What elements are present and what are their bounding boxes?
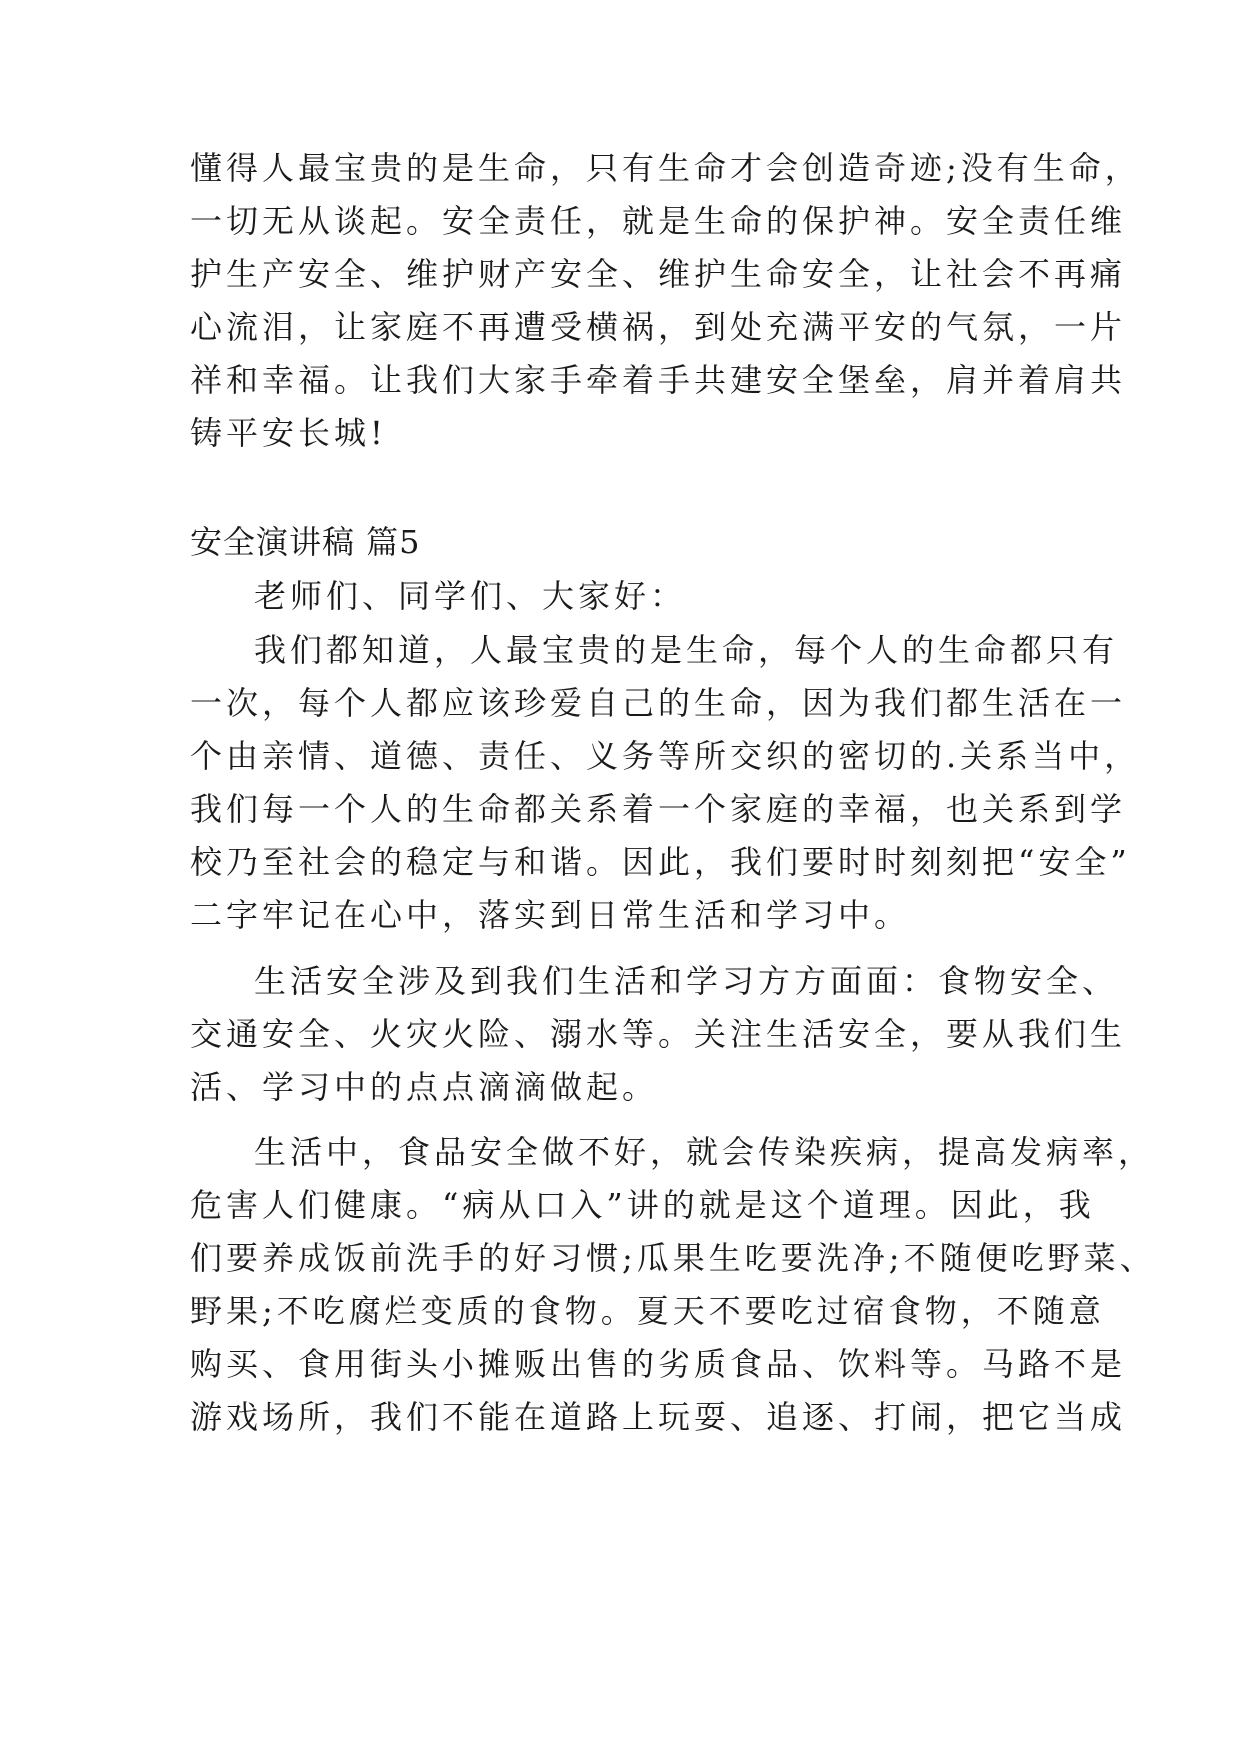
text-line: 购买、食用街头小摊贩出售的劣质食品、饮料等。马路不是 xyxy=(190,1345,1127,1383)
text-line: 铸平安长城! xyxy=(190,414,387,452)
section-title: 安全演讲稿 篇5 xyxy=(190,523,421,561)
text-line: 懂得人最宝贵的是生命，只有生命才会创造奇迹;没有生命， xyxy=(190,149,1141,187)
text-line: 一次，每个人都应该珍爱自己的生命，因为我们都生活在一 xyxy=(190,684,1127,722)
text-line: 们要养成饭前洗手的好习惯;瓜果生吃要洗净;不随便吃野菜、 xyxy=(190,1239,1156,1277)
text-line: 生活中，食品安全做不好，就会传染疾病，提高发病率， xyxy=(254,1133,1155,1171)
text-line: 我们都知道，人最宝贵的是生命，每个人的生命都只有 xyxy=(254,631,1119,669)
text-line: 生活安全涉及到我们生活和学习方方面面：食物安全、 xyxy=(254,962,1119,1000)
text-line: 游戏场所，我们不能在道路上玩耍、追逐、打闹，把它当成 xyxy=(190,1398,1127,1436)
text-line: 野果;不吃腐烂变质的食物。夏天不要吃过宿食物，不随意 xyxy=(190,1292,1105,1330)
text-line: 一切无从谈起。安全责任，就是生命的保护神。安全责任维 xyxy=(190,202,1127,240)
text-line: 心流泪，让家庭不再遭受横祸，到处充满平安的气氛，一片 xyxy=(190,308,1127,346)
text-line: 个由亲情、道德、责任、义务等所交织的密切的.关系当中， xyxy=(190,737,1141,775)
text-line: 护生产安全、维护财产安全、维护生命安全，让社会不再痛 xyxy=(190,255,1127,293)
text-line: 校乃至社会的稳定与和谐。因此，我们要时时刻刻把“安全” xyxy=(190,843,1131,881)
text-line: 祥和幸福。让我们大家手牵着手共建安全堡垒，肩并着肩共 xyxy=(190,361,1127,399)
greeting: 老师们、同学们、大家好： xyxy=(254,577,687,615)
text-line: 活、学习中的点点滴滴做起。 xyxy=(190,1068,659,1106)
text-line: 我们每一个人的生命都关系着一个家庭的幸福，也关系到学 xyxy=(190,790,1127,828)
text-line: 二字牢记在心中，落实到日常生活和学习中。 xyxy=(190,896,911,934)
text-line: 危害人们健康。“病从口入”讲的就是这个道理。因此，我 xyxy=(190,1186,1095,1224)
text-line: 交通安全、火灾火险、溺水等。关注生活安全，要从我们生 xyxy=(190,1015,1127,1053)
